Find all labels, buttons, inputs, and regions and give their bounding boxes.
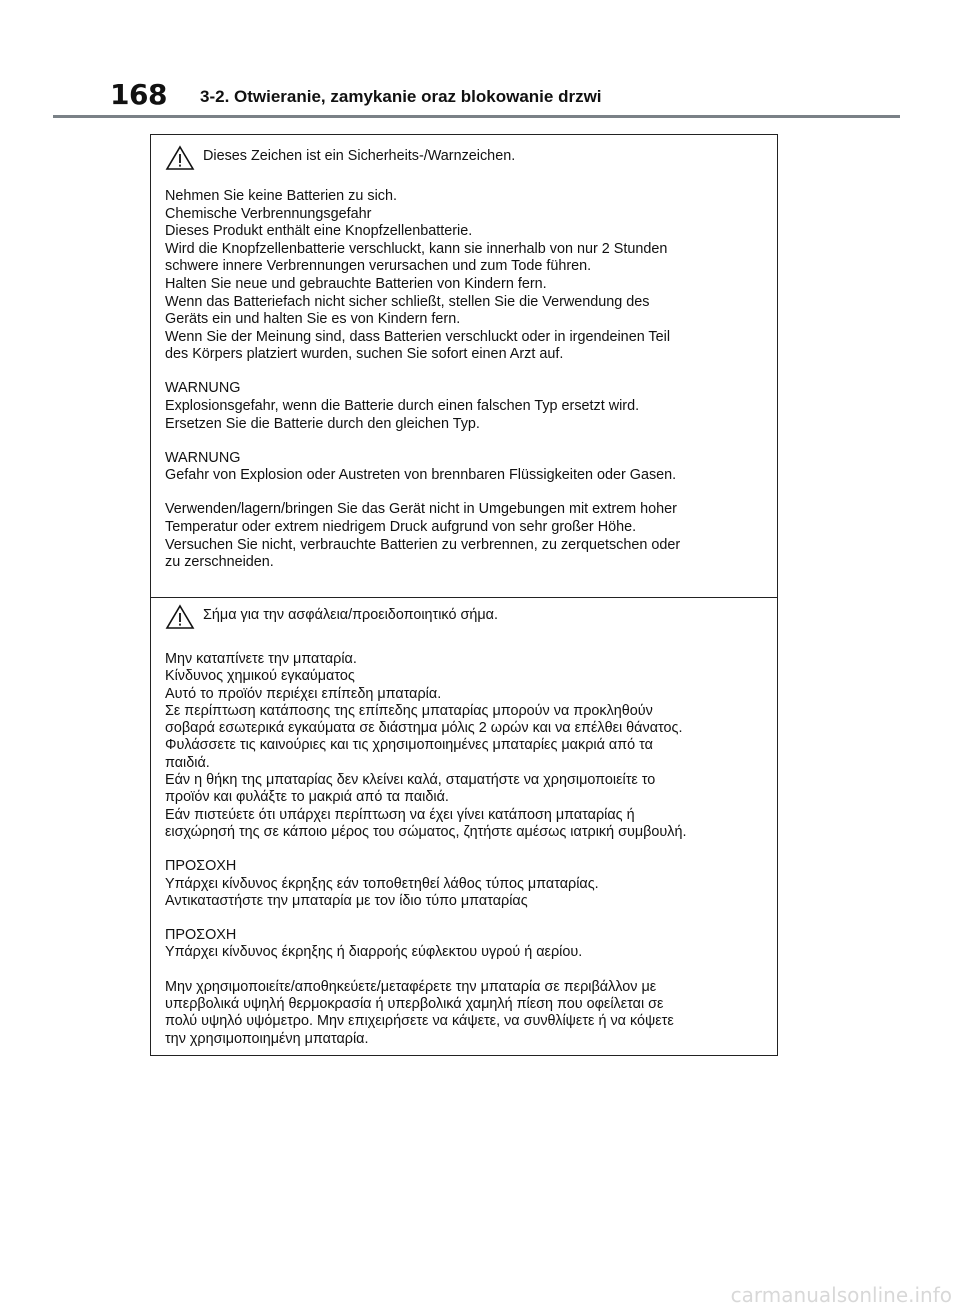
text-line: WARNUNG — [165, 380, 241, 397]
text-line: Αυτό το προϊόν περιέχει επίπεδη μπαταρία. — [165, 685, 442, 702]
text-line: παιδιά. — [165, 754, 210, 771]
text-line: Εάν πιστεύετε ότι υπάρχει περίπτωση να έχει γίνει κατάποση μπαταρίας ή — [165, 806, 635, 823]
paragraph-battery-warning — [165, 188, 767, 364]
header-rule — [53, 115, 900, 118]
text-line: Chemische Verbrennungsgefahr — [165, 205, 372, 222]
warning-box — [150, 134, 778, 1056]
paragraph-caution-explosion-type — [165, 858, 767, 910]
text-line: Verwenden/lagern/bringen Sie das Gerät nicht in Umgebungen mit extrem hoher — [165, 501, 677, 518]
text-line: Halten Sie neue und gebrauchte Batterien von Kindern fern. — [165, 275, 547, 292]
text-line: ΠΡΟΣΟΧΗ — [165, 858, 237, 875]
text-line: Nehmen Sie keine Batterien zu sich. — [165, 188, 397, 204]
text-line: Wird die Knopfzellenbatterie verschluckt, kann sie innerhalb von nur 2 Stunden — [165, 240, 668, 257]
text-line: Μην καταπίνετε την μπαταρία. — [165, 651, 357, 667]
text-line: Μην χρησιμοποιείτε/αποθηκεύετε/μεταφέρετε την μπαταρία σε περιβάλλον με — [165, 978, 657, 995]
text-line: schwere innere Verbrennungen verursachen und zum Tode führen. — [165, 258, 592, 275]
text-line: την χρησιμοποιημένη μπαταρία. — [165, 1030, 369, 1047]
text-line: Ersetzen Sie die Batterie durch den gleichen Typ. — [165, 415, 480, 432]
text-line: zu zerschneiden. — [165, 554, 274, 571]
text-line: Versuchen Sie nicht, verbrauchte Batterien zu verbrennen, zu zerquetschen oder — [165, 536, 681, 553]
sign-text: Σήμα για την ασφάλεια/προειδοποιητικό σήμα. — [203, 607, 498, 623]
text-line: προϊόν και φυλάξτε το μακριά από τα παιδιά. — [165, 789, 449, 806]
watermark-text: carmanualsonline.info — [730, 1283, 952, 1307]
section-title: 3-2. Otwieranie, zamykanie oraz blokowanie drzwi — [200, 87, 602, 106]
warning-triangle-icon — [165, 145, 195, 171]
sign-row — [165, 606, 767, 628]
text-line: Geräts ein und halten Sie es von Kindern fern. — [165, 311, 461, 328]
warning-triangle-icon — [165, 604, 195, 630]
page-number: 168 — [110, 78, 167, 111]
text-line: Σε περίπτωση κατάποσης της επίπεδης μπαταρίας μπορούν να προκληθούν — [165, 702, 653, 719]
text-line: Αντικαταστήστε την μπαταρία με τον ίδιο τύπο μπαταρίας — [165, 892, 528, 909]
text-line: Εάν η θήκη της μπαταρίας δεν κλείνει καλά, σταματήστε να χρησιμοποιείτε το — [165, 772, 656, 789]
text-line: Wenn Sie der Meinung sind, dass Batterien verschluckt oder in irgendeinen Teil — [165, 328, 671, 345]
paragraph-environment — [165, 979, 767, 1048]
text-line: des Körpers platziert wurden, suchen Sie sofort einen Arzt auf. — [165, 346, 564, 363]
paragraph-environment — [165, 501, 767, 571]
sign-text: Dieses Zeichen ist ein Sicherheits-/Warnzeichen. — [203, 148, 516, 164]
section-german — [151, 135, 777, 597]
paragraph-battery-warning — [165, 651, 767, 841]
paragraph-caution-leak — [165, 927, 767, 962]
text-line: Temperatur oder extrem niedrigem Druck aufgrund von sehr großer Höhe. — [165, 519, 637, 535]
page-header — [108, 78, 898, 118]
text-line: ΠΡΟΣΟΧΗ — [165, 927, 237, 944]
text-line: πολύ υψηλό υψόμετρο. Μην επιχειρήσετε να κάψετε, να συνθλίψετε ή να κόψετε — [165, 1013, 674, 1030]
text-line: Explosionsgefahr, wenn die Batterie durch einen falschen Typ ersetzt wird. — [165, 398, 640, 415]
text-line: εισχώρησή της σε κάποιο μέρος του σώματος, ζητήστε αμέσως ιατρική συμβουλή. — [165, 823, 687, 840]
section-greek — [151, 597, 777, 1055]
text-line: Dieses Produkt enthält eine Knopfzellenbatterie. — [165, 223, 473, 240]
text-line: σοβαρά εσωτερικά εγκαύματα σε διάστημα μόλις 2 ωρών και να επέλθει θάνατος. — [165, 720, 683, 737]
text-line: υπερβολικά υψηλή θερμοκρασία ή υπερβολικά χαμηλή πίεση που οφείλεται σε — [165, 996, 664, 1013]
text-line: Wenn das Batteriefach nicht sicher schließt, stellen Sie die Verwendung des — [165, 293, 650, 310]
text-line: Κίνδυνος χημικού εγκαύματος — [165, 668, 355, 685]
paragraph-warning-explosion-type — [165, 380, 767, 433]
text-line: Υπάρχει κίνδυνος έκρηξης εάν τοποθετηθεί λάθος τύπος μπαταρίας. — [165, 875, 599, 892]
text-line: Φυλάσσετε τις καινούριες και τις χρησιμοποιημένες μπαταρίες μακριά από τα — [165, 737, 653, 754]
text-line: WARNUNG — [165, 449, 241, 466]
paragraph-warning-leak — [165, 450, 767, 485]
text-line: Gefahr von Explosion oder Austreten von brennbaren Flüssigkeiten oder Gasen. — [165, 467, 677, 484]
sign-row — [165, 147, 767, 169]
text-line: Υπάρχει κίνδυνος έκρηξης ή διαρροής εύφλεκτου υγρού ή αερίου. — [165, 944, 583, 961]
